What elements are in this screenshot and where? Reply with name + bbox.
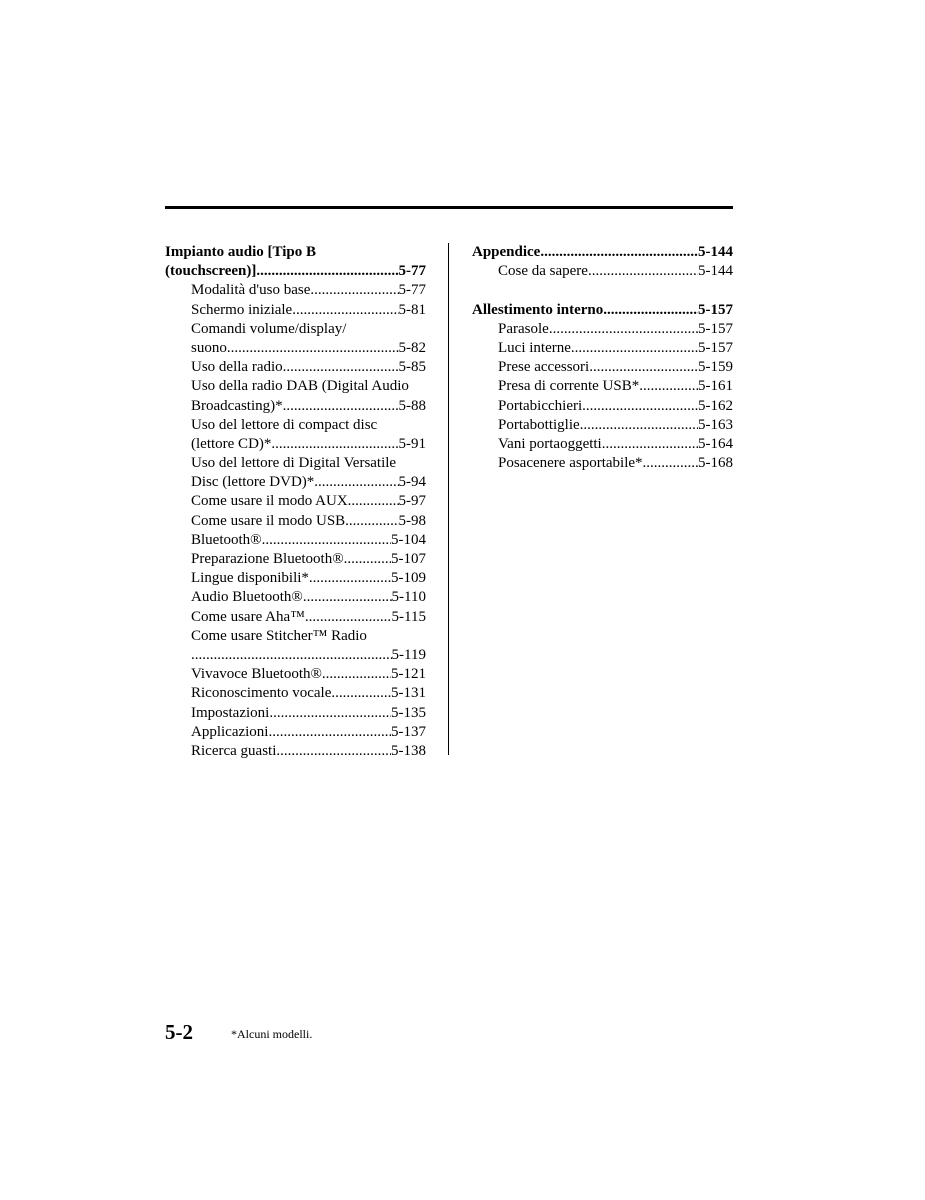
toc-left-items <box>165 281 426 761</box>
toc-entry[interactable] <box>165 723 426 742</box>
toc-entry[interactable] <box>165 665 426 684</box>
toc-leader-dots <box>331 684 391 703</box>
toc-entry-page: 5-168 <box>698 455 733 472</box>
toc-entry-page: 5-88 <box>398 397 426 414</box>
toc-heading-text: Allestimento interno <box>472 301 604 318</box>
header-rule <box>165 206 733 209</box>
toc-leader-dots <box>283 358 399 377</box>
toc-entry-page: 5-82 <box>398 339 426 356</box>
toc-leader-dots <box>283 397 399 416</box>
toc-entry-text: Audio Bluetooth® <box>191 589 303 606</box>
toc-entry[interactable] <box>165 684 426 703</box>
toc-leader-dots <box>271 435 398 454</box>
toc-allestimento-items <box>472 320 733 474</box>
toc-entry[interactable] <box>165 512 426 531</box>
toc-heading-page: 5-157 <box>698 301 733 318</box>
toc-leader-dots <box>580 416 698 435</box>
toc-leader-dots <box>643 454 698 473</box>
toc-leader-dots <box>322 665 391 684</box>
toc-leader-dots <box>314 473 398 492</box>
toc-entry[interactable] <box>165 281 426 300</box>
toc-entry-text: Ricerca guasti <box>191 742 277 759</box>
toc-entry-page: 5-144 <box>698 263 733 280</box>
toc-entry-text: Prese accessori <box>498 359 590 376</box>
toc-entry[interactable]: Comandi volume/display/ <box>191 320 347 337</box>
section-gap <box>472 281 733 300</box>
toc-entry[interactable] <box>165 608 426 627</box>
toc-entry[interactable] <box>472 397 733 416</box>
toc-section-heading-cont[interactable] <box>165 262 426 281</box>
toc-entry-page: 5-94 <box>398 474 426 491</box>
toc-entry-text: Vivavoce Bluetooth® <box>191 666 322 683</box>
toc-leader-dots <box>256 262 398 281</box>
toc-entry[interactable] <box>165 550 426 569</box>
toc-entry-page: 5-91 <box>398 435 426 452</box>
toc-entry[interactable]: Uso della radio DAB (Digital Audio <box>191 378 409 395</box>
toc-entry-page: 5-121 <box>391 666 426 683</box>
toc-entry-text: Preparazione Bluetooth® <box>191 551 344 567</box>
column-divider <box>448 243 449 755</box>
toc-entry[interactable] <box>472 339 733 358</box>
toc-entry-page: 5-159 <box>698 359 733 376</box>
toc-entry-page: 5-131 <box>391 685 426 702</box>
toc-entry-text: Uso della radio <box>191 359 283 376</box>
toc-entry-text: Broadcasting)* <box>191 397 283 414</box>
toc-entry-text: Modalità d'uso base <box>191 282 311 299</box>
toc-leader-dots <box>348 492 399 511</box>
toc-entry-page: 5-97 <box>398 493 426 510</box>
toc-entry[interactable]: Uso del lettore di Digital Versatile <box>191 455 397 472</box>
toc-entry-page: 5-109 <box>391 570 426 587</box>
toc-entry-page: 5-157 <box>698 320 733 337</box>
toc-entry-page: 5-163 <box>698 416 733 433</box>
toc-entry-text: Riconoscimento vocale <box>191 685 332 702</box>
toc-entry-text: suono <box>191 339 227 356</box>
toc-leader-dots <box>582 397 698 416</box>
footnote: *Alcuni modelli. <box>231 1027 313 1041</box>
toc-left-column <box>165 243 426 761</box>
toc-heading-page: 5-77 <box>398 263 426 280</box>
toc-leader-dots <box>639 377 698 396</box>
toc-entry[interactable] <box>165 339 426 358</box>
toc-entry-page: 5-104 <box>391 531 426 548</box>
toc-entry-text: Parasole <box>498 320 549 337</box>
toc-entry[interactable] <box>165 492 426 511</box>
toc-leader-dots <box>589 358 698 377</box>
toc-leader-dots <box>540 243 698 262</box>
toc-heading-text: (touchscreen)] <box>165 263 257 280</box>
toc-entry-page: 5-85 <box>398 359 426 376</box>
toc-entry-text: Portabicchieri <box>498 397 583 414</box>
toc-leader-dots <box>603 301 698 320</box>
toc-entry-text: Come usare il modo USB <box>191 512 346 529</box>
toc-section-heading-appendice[interactable] <box>472 243 733 262</box>
toc-appendice-items <box>472 262 733 281</box>
toc-section-heading[interactable]: Impianto audio [Tipo B <box>165 244 317 260</box>
toc-entry-text: Vani portaoggetti <box>498 435 602 452</box>
toc-leader-dots <box>588 262 698 281</box>
toc-entry-text: Disc (lettore DVD)* <box>191 474 315 491</box>
toc-entry[interactable] <box>165 588 426 607</box>
toc-entry[interactable] <box>165 435 426 454</box>
page-number: 5-2 <box>165 1020 193 1044</box>
toc-entry-page: 5-110 <box>391 589 426 606</box>
toc-entry-page: 5-157 <box>698 339 733 356</box>
toc-entry-text: Schermo iniziale <box>191 301 293 318</box>
toc-entry-text: Applicazioni <box>191 723 269 740</box>
toc-entry[interactable] <box>472 416 733 435</box>
toc-leader-dots <box>571 339 698 358</box>
toc-entry[interactable] <box>165 704 426 723</box>
toc-entry[interactable] <box>165 397 426 416</box>
toc-entry-page: 5-162 <box>698 397 733 414</box>
toc-entry-text: Impostazioni <box>191 704 270 721</box>
toc-entry-page: 5-164 <box>698 435 733 452</box>
toc-entry[interactable] <box>472 435 733 454</box>
toc-entry-page: 5-77 <box>398 282 426 299</box>
toc-entry[interactable] <box>165 569 426 588</box>
toc-entry-page: 5-107 <box>391 551 426 567</box>
toc-entry-page: 5-119 <box>391 646 426 663</box>
toc-entry-page: 5-98 <box>398 512 426 529</box>
toc-leader-dots <box>292 301 398 320</box>
toc-entry-text: (lettore CD)* <box>191 435 272 452</box>
toc-entry-page: 5-135 <box>391 704 426 721</box>
toc-entry-page: 5-81 <box>398 301 426 318</box>
toc-leader-dots <box>276 742 391 761</box>
toc-entry-text: Bluetooth® <box>191 531 262 548</box>
toc-right-column <box>472 243 733 473</box>
toc-entry[interactable] <box>165 358 426 377</box>
toc-leader-dots <box>305 608 392 627</box>
toc-entry-page: 5-138 <box>391 742 426 759</box>
toc-entry-text: Posacenere asportabile* <box>498 455 643 472</box>
toc-entry-page: 5-137 <box>391 723 426 740</box>
toc-entry[interactable] <box>472 377 733 396</box>
toc-entry[interactable] <box>165 473 426 492</box>
toc-leader-dots <box>345 512 398 531</box>
toc-leader-dots <box>344 550 391 569</box>
toc-entry[interactable] <box>165 531 426 550</box>
toc-entry-page: 5-161 <box>698 378 733 395</box>
toc-entry-text: Presa di corrente USB* <box>498 378 640 395</box>
toc-entry-text: Cose da sapere <box>498 263 588 280</box>
toc-entry[interactable] <box>472 454 733 473</box>
toc-leader-dots <box>602 435 698 454</box>
toc-entry[interactable]: Come usare Stitcher™ Radio <box>191 627 367 644</box>
toc-leader-dots <box>191 646 392 665</box>
toc-heading-text: Appendice <box>472 244 541 260</box>
toc-entry-text: Luci interne <box>498 339 571 356</box>
toc-entry[interactable] <box>165 301 426 320</box>
toc-leader-dots <box>269 704 391 723</box>
toc-leader-dots <box>303 588 392 607</box>
toc-section-heading-allestimento[interactable] <box>472 301 733 320</box>
toc-leader-dots <box>262 531 391 550</box>
toc-entry-page: 5-115 <box>391 608 426 625</box>
toc-leader-dots <box>549 320 698 339</box>
toc-heading-page: 5-144 <box>698 244 733 260</box>
toc-leader-dots <box>309 569 391 588</box>
toc-leader-dots <box>268 723 391 742</box>
toc-entry[interactable] <box>165 646 426 665</box>
toc-entry[interactable] <box>165 742 426 761</box>
toc-entry[interactable] <box>472 358 733 377</box>
toc-leader-dots <box>310 281 398 300</box>
toc-entry-text: Portabottiglie <box>498 416 580 433</box>
toc-entry[interactable] <box>472 320 733 339</box>
toc-entry[interactable]: Uso del lettore di compact disc <box>191 416 378 433</box>
toc-entry[interactable] <box>472 262 733 281</box>
toc-entry-text: Come usare il modo AUX <box>191 493 348 510</box>
toc-entry-text: Lingue disponibili* <box>191 570 309 587</box>
toc-entry-text: Come usare Aha™ <box>191 608 305 625</box>
toc-leader-dots <box>227 339 399 358</box>
